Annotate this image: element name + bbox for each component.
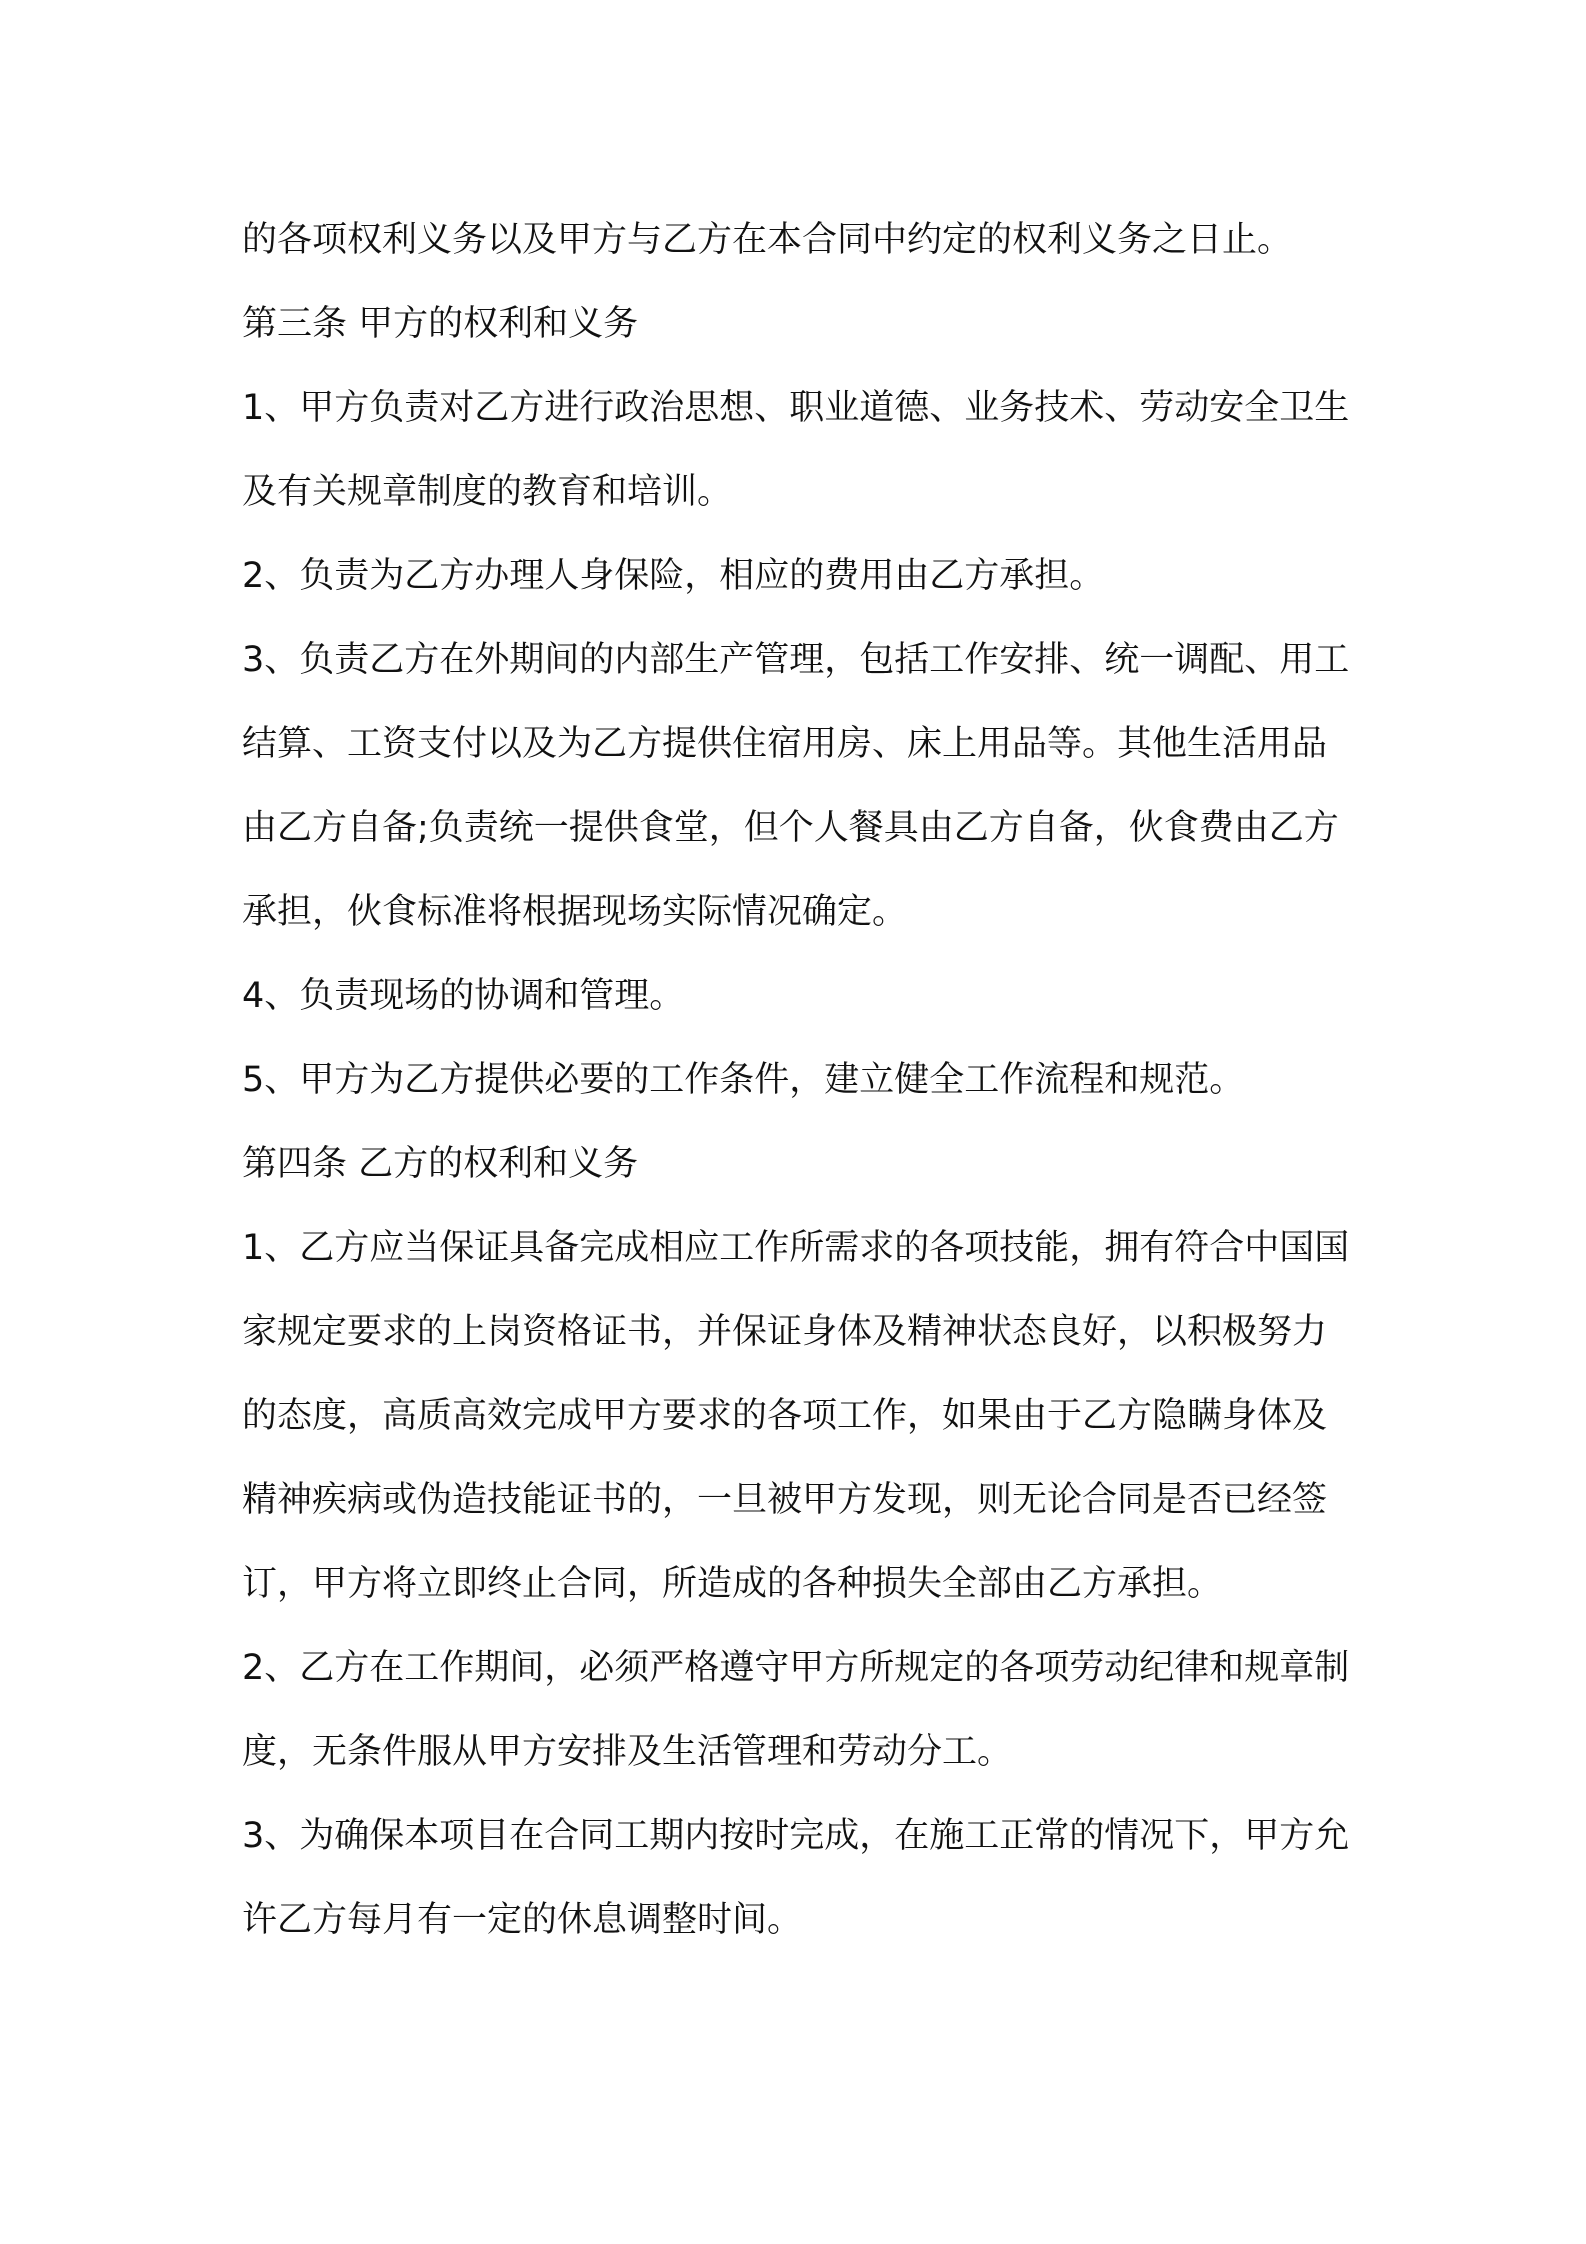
heading-article-4: 第四条 乙方的权利和义务 — [242, 1144, 639, 1184]
paragraph-article-3-item-3: 3、负责乙方在外期间的内部生产管理，包括工作安排、统一调配、用工结算、工资支付以及为乙方提供住宿用房、床上用品等。其他生活用品由乙方自备;负责统一提供食堂，但个人餐具由乙方自备，伙食费由乙方承担，伙食标准将根据现场实际情况确定。 — [242, 640, 1350, 932]
paragraph-article-3-item-5: 5、甲方为乙方提供必要的工作条件，建立健全工作流程和规范。 — [242, 1060, 1245, 1100]
paragraph-article-4-item-3: 3、为确保本项目在合同工期内按时完成，在施工正常的情况下，甲方允许乙方每月有一定的休息调整时间。 — [242, 1816, 1350, 1940]
paragraph-article-4-item-1: 1、乙方应当保证具备完成相应工作所需求的各项技能，拥有符合中国国家规定要求的上岗资格证书，并保证身体及精神状态良好，以积极努力的态度，高质高效完成甲方要求的各项工作，如果由于乙方隐瞒身体及精神疾病或伪造技能证书的，一旦被甲方发现，则无论合同是否已经签订，甲方将立即终止合同，所造成的各种损失全部由乙方承担。 — [242, 1228, 1350, 1604]
paragraph-article-4-item-2: 2、乙方在工作期间，必须严格遵守甲方所规定的各项劳动纪律和规章制度，无条件服从甲方安排及生活管理和劳动分工。 — [242, 1648, 1350, 1772]
heading-article-3: 第三条 甲方的权利和义务 — [242, 304, 639, 344]
paragraph-article-3-item-4: 4、负责现场的协调和管理。 — [242, 976, 685, 1016]
paragraph-article-3-item-1: 1、甲方负责对乙方进行政治思想、职业道德、业务技术、劳动安全卫生及有关规章制度的教育和培训。 — [242, 388, 1350, 512]
paragraph-term-end: 的各项权利义务以及甲方与乙方在本合同中约定的权利义务之日止。 — [242, 220, 1293, 260]
document-body — [242, 198, 1352, 1962]
paragraph-article-3-item-2: 2、负责为乙方办理人身保险，相应的费用由乙方承担。 — [242, 556, 1105, 596]
